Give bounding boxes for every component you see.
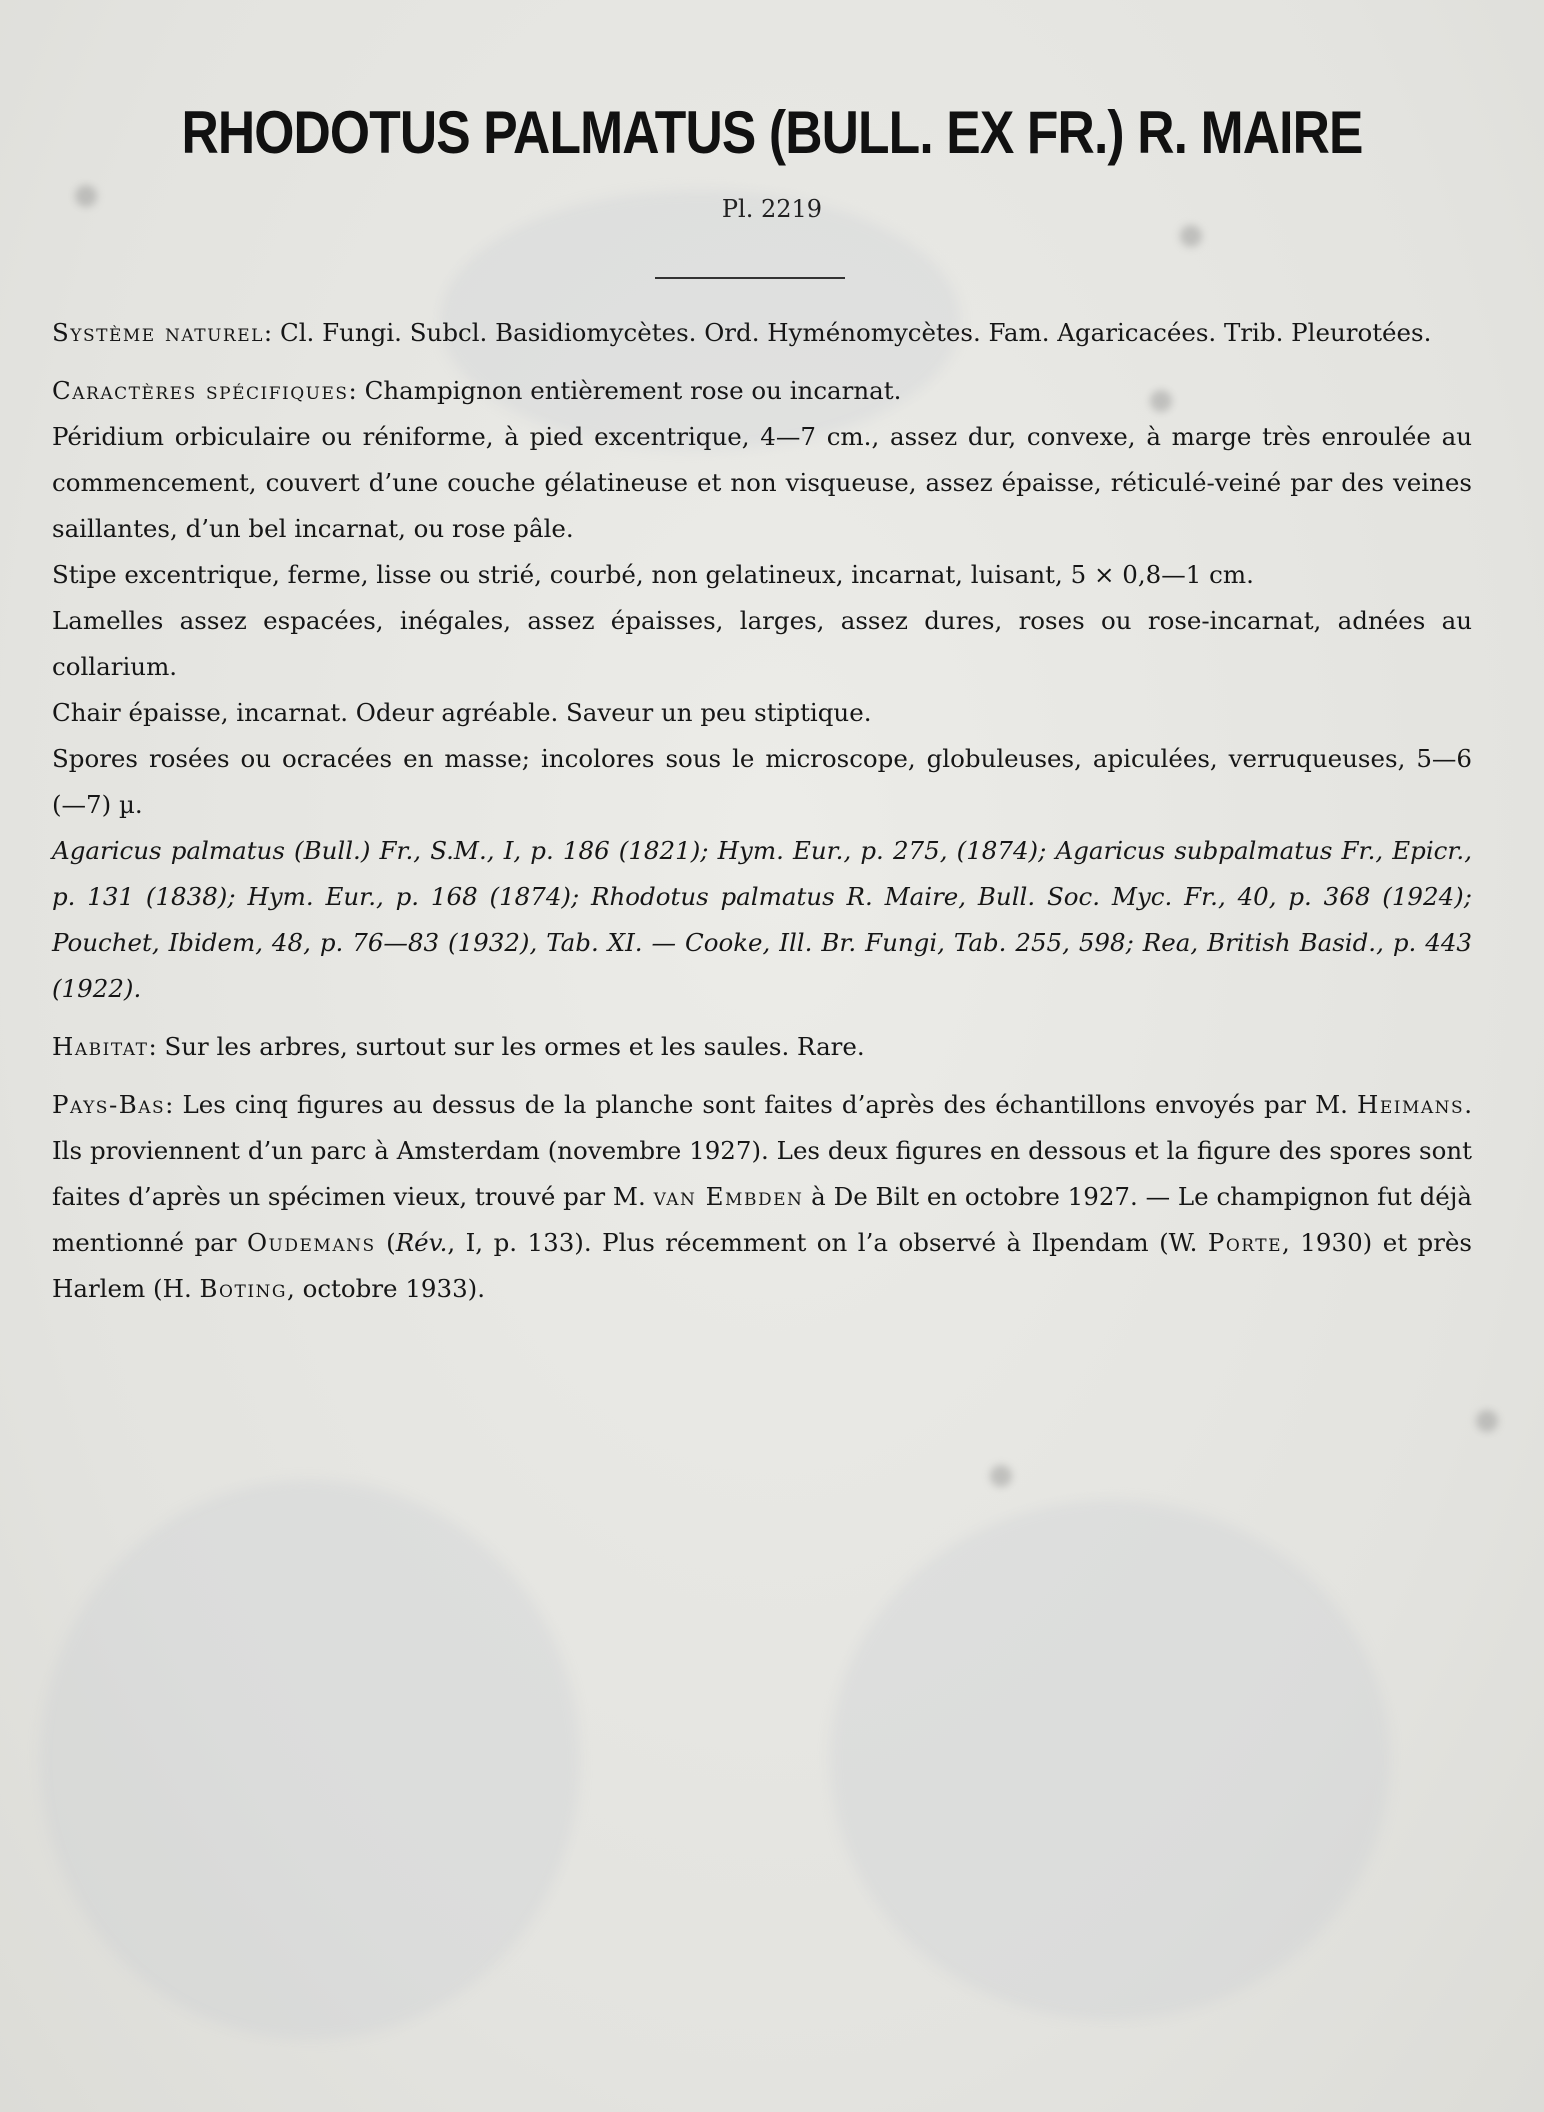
page-title: RHODOTUS PALMATUS (BULL. EX FR.) R. MAIRE (181, 99, 1363, 166)
paysbas-text: . Ils proviennent d’un parc à Amsterdam (novembre 1927). Les deux figures en dessous et la figure des spores sont faites d’après un spécimen vieux, trouvé par M. (52, 1090, 1472, 1211)
name-porte: Porte (1207, 1228, 1283, 1257)
lamelles-paragraph: Lamelles assez espacées, inégales, assez épaisses, larges, assez dures, roses ou rose-incarnat, adnées au collarium. (52, 606, 1472, 681)
caracteres-paragraph (52, 368, 1472, 414)
paper-spot (990, 1465, 1012, 1487)
paysbas-paragraph (52, 1082, 1472, 1312)
name-heimans: Heimans (1357, 1090, 1465, 1119)
bleedthrough-shape (40, 1480, 580, 2040)
habitat-text: : Sur les arbres, surtout sur les ormes et les saules. Rare. (148, 1032, 865, 1061)
caracteres-text: : Champignon entièrement rose ou incarnat. (348, 376, 902, 405)
title-divider (655, 277, 845, 279)
paysbas-text: ( (375, 1228, 396, 1257)
systeme-label: Système naturel (52, 318, 264, 347)
habitat-paragraph (52, 1024, 1472, 1070)
paysbas-text: , I, p. 133). Plus récemment on l’a observé à Ilpendam (W. (447, 1228, 1208, 1257)
paysbas-label: Pays-Bas (52, 1090, 166, 1119)
paysbas-text: , 1930) et près Harlem (H. (52, 1228, 1472, 1303)
systeme-paragraph (52, 310, 1472, 356)
chair-paragraph: Chair épaisse, incarnat. Odeur agréable. Saveur un peu stiptique. (52, 698, 872, 727)
plate-number: Pl. 2219 (721, 195, 823, 223)
bleedthrough-shape (830, 1500, 1390, 2020)
paysbas-text: : Les cinq figures au dessus de la planche sont faites d’après des échantillons envoyés par M. (165, 1090, 1357, 1119)
paysbas-text: , octobre 1933). (287, 1274, 486, 1303)
paper-spot (1476, 1410, 1498, 1432)
stipe-paragraph: Stipe excentrique, ferme, lisse ou strié, courbé, non gelatineux, incarnat, luisant, 5 × 0,8—1 cm. (52, 560, 1254, 589)
synonymy-paragraph: Agaricus palmatus (Bull.) Fr., S.M., I, p. 186 (1821); Hym. Eur., p. 275, (1874); Agaricus subpalmatus Fr., Epicr., p. 131 (1838); Hym. Eur., p. 168 (1874); Rhodotus palmatus R. Maire, Bull. Soc. Myc. Fr., 40, p. 368 (1924); Pouchet, Ibidem, 48, p. 76—83 (1932), Tab. XI. — Cooke, Ill. Br. Fungi, Tab. 255, 598; Rea, British Basid., p. 443 (1922). (52, 836, 1472, 1003)
spores-paragraph: Spores rosées ou ocracées en masse; incolores sous le microscope, globuleuses, apiculées, verruqueuses, 5—6 (—7) µ. (52, 744, 1472, 819)
document-body (52, 310, 1472, 1312)
paper-spot (1180, 225, 1202, 247)
peridium-paragraph: Péridium orbiculaire ou réniforme, à pied excentrique, 4—7 cm., assez dur, convexe, à marge très enroulée au commencement, couvert d’une couche gélatineuse et non visqueuse, assez épaisse, réticulé-veiné par des veines saillantes, d’un bel incarnat, ou rose pâle. (52, 422, 1472, 543)
name-van-embden: van Embden (653, 1182, 804, 1211)
name-boting: Boting (199, 1274, 287, 1303)
paysbas-text: à De Bilt en octobre 1927. — Le champignon fut déjà mentionné par (52, 1182, 1472, 1257)
caracteres-label: Caractères spécifiques (52, 376, 349, 405)
rev-abbrev: Rév. (395, 1228, 448, 1257)
habitat-label: Habitat (52, 1032, 149, 1061)
systeme-text: : Cl. Fungi. Subcl. Basidiomycètes. Ord. Hyménomycètes. Fam. Agaricacées. Trib. Pleurotées. (263, 318, 1432, 347)
name-oudemans: Oudemans (246, 1228, 376, 1257)
